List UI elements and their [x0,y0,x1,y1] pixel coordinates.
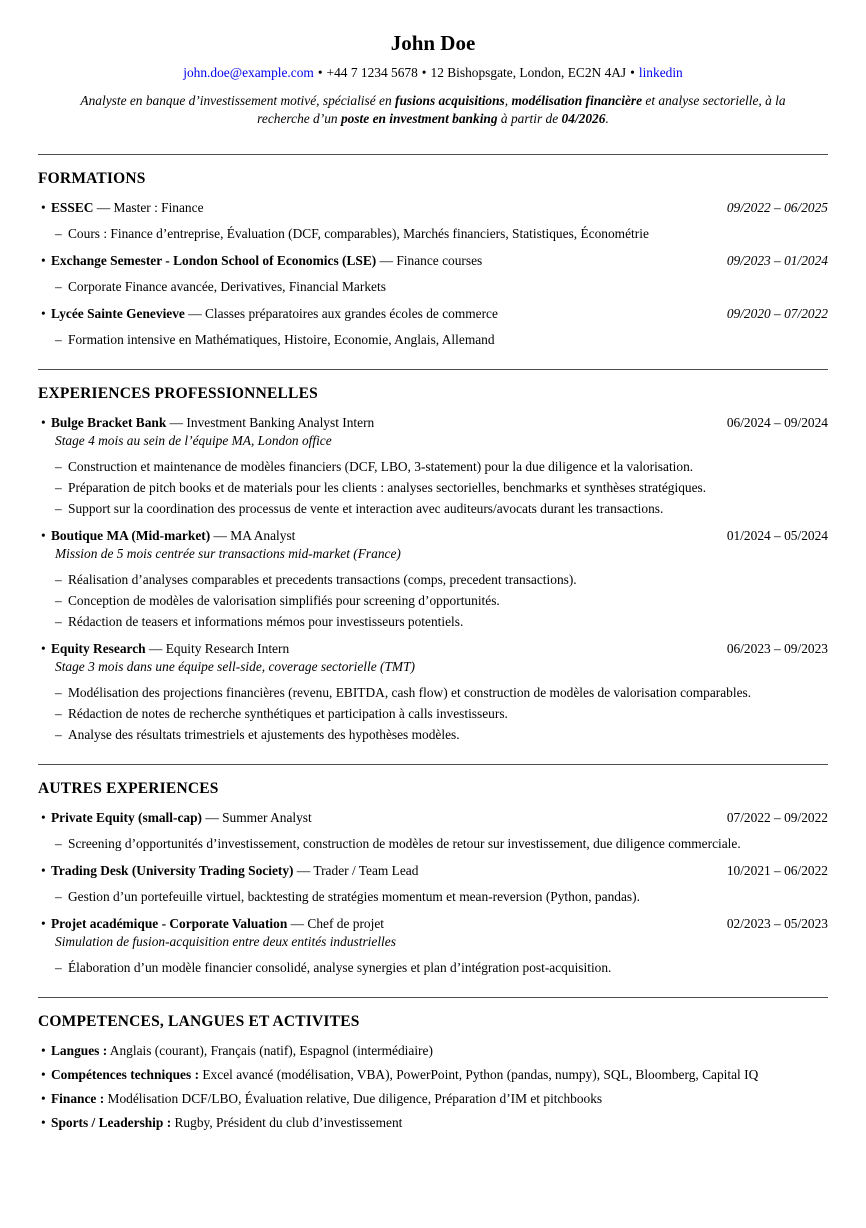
summary-segment: recherche d’un [257,110,341,126]
bullet-text: Rédaction de notes de recherche synthétiques et participation à calls investisseurs. [68,706,508,721]
bullet-icon: • [41,1067,46,1082]
entry-organization: Equity Research [51,641,146,656]
entry [38,306,828,347]
entry-organization: Private Equity (small-cap) [51,810,202,825]
entry-date: 09/2022 – 06/2025 [726,200,828,215]
bullet-text: Screening d’opportunités d’investissement, construction de modèles de retour sur investissement, due diligence commerciale. [68,836,741,851]
entry-date: 06/2023 – 09/2023 [726,641,828,656]
bullet-icon: • [41,1115,46,1130]
dash-icon: – [55,279,62,294]
entry-role: Trader / Team Lead [313,863,419,878]
dash-icon: – [55,836,62,851]
entry-dash-separator: — [202,810,223,825]
phone-text: +44 7 1234 5678 [326,65,418,80]
bullet-icon: • [41,863,46,878]
bullet-text: Corporate Finance avancée, Derivatives, Financial Markets [68,279,386,294]
dash-icon: – [55,593,62,608]
entry-dash-separator: — [145,641,166,656]
contact-separator: • [317,65,323,80]
bullet-icon: • [41,810,46,825]
entry-header [38,641,828,656]
bullet-item [55,279,828,294]
address-text: 12 Bishopsgate, London, EC2N 4AJ [430,65,627,80]
skills-list [38,1043,828,1130]
entry-subtitle: Simulation de fusion-acquisition entre deux entités industrielles [55,934,396,949]
entry-header [38,415,828,430]
entry-dash-separator: — [376,253,397,268]
dash-icon: – [55,727,62,742]
entry [38,863,828,904]
entry-dash-separator: — [184,306,205,321]
entry [38,641,828,742]
bullet-item [55,706,828,721]
skill-label: Langues : [51,1043,108,1058]
entry-dash-separator: — [166,415,187,430]
entry [38,200,828,241]
bullet-item [55,836,828,851]
entry-subtitle: Mission de 5 mois centrée sur transactions mid-market (France) [55,546,401,561]
bullet-text: Construction et maintenance de modèles financiers (DCF, LBO, 3-statement) pour la due diligence et la valorisation. [68,459,694,474]
skill-text: Excel avancé (modélisation, VBA), PowerPoint, Python (pandas, numpy), SQL, Bloomberg, Capital IQ [199,1067,759,1082]
skill-label: Compétences techniques : [51,1067,200,1082]
bullet-text: Support sur la coordination des processus de vente et interaction avec auditeurs/avocats durant les transactions. [68,501,664,516]
bullet-item [55,459,828,474]
entry-subtitle: Stage 3 mois dans une équipe sell-side, coverage sectorielle (TMT) [55,659,415,674]
entry-role: Classes préparatoires aux grandes écoles de commerce [204,306,498,321]
bullet-item [55,332,828,347]
entry-header [38,863,828,878]
entry-bullet-list [38,226,828,241]
contact-separator: • [421,65,427,80]
skill-item [38,1043,828,1058]
entry [38,415,828,516]
entry-heading-text [38,253,727,268]
entry-organization: Exchange Semester - London School of Economics (LSE) [51,253,377,268]
bullet-item [55,480,828,495]
summary-segment: à partir de [497,110,562,126]
entry-bullet-list [38,685,828,742]
skill-text: Modélisation DCF/LBO, Évaluation relative, Due diligence, Préparation d’IM et pitchbooks [104,1091,603,1106]
bullet-item [55,501,828,516]
section [38,764,828,975]
entry [38,810,828,851]
entry-bullet-list [38,332,828,347]
linkedin-link[interactable]: linkedin [638,65,683,80]
entry-date: 09/2023 – 01/2024 [726,253,828,268]
entry-bullet-list [38,960,828,975]
dash-icon: – [55,960,62,975]
entry-heading-text [38,528,727,543]
entry [38,528,828,629]
entry-organization: Projet académique - Corporate Valuation [51,916,288,931]
summary-segment: et analyse sectorielle, à la [642,93,786,108]
entry-date: 01/2024 – 05/2024 [726,528,828,543]
bullet-icon: • [41,528,46,543]
summary-segment: . [605,110,609,126]
entry-bullet-list [38,572,828,629]
dash-icon: – [55,480,62,495]
entry-date: 06/2024 – 09/2024 [726,415,828,430]
entry-header [38,810,828,825]
entry-header [38,200,828,215]
section [38,154,828,347]
entry-dash-separator: — [93,200,114,215]
entry-bullet-list [38,279,828,294]
bullet-icon: • [41,916,46,931]
entry-heading-text [38,916,727,931]
candidate-name: John Doe [390,31,476,55]
bullet-icon: • [41,641,46,656]
entry-heading-text [38,306,727,321]
bullet-text: Analyse des résultats trimestriels et ajustements des hypothèses modèles. [68,727,460,742]
entry-organization: Bulge Bracket Bank [51,415,167,430]
entry-heading-text [38,641,727,656]
summary-segment: Analyste en banque d’investissement motivé, spécialisé en [80,93,395,108]
dash-icon: – [55,501,62,516]
entry-header [38,528,828,543]
entry-date: 02/2023 – 05/2023 [726,916,828,931]
bullet-text: Rédaction de teasers et informations mémos pour investisseurs potentiels. [68,614,464,629]
contact-line [38,65,828,81]
skill-label: Finance : [51,1091,105,1106]
entry-heading-text [38,415,727,430]
skill-text: Anglais (courant), Français (natif), Espagnol (intermédiaire) [107,1043,433,1058]
entry-heading-text [38,200,727,215]
skill-item [38,1067,828,1082]
dash-icon: – [55,685,62,700]
entry [38,916,828,975]
dash-icon: – [55,459,62,474]
summary-bold-segment: 04/2026 [561,110,606,126]
entry-bullet-list [38,889,828,904]
entry-bullet-list [38,836,828,851]
entry-date: 09/2020 – 07/2022 [726,306,828,321]
entry-bullet-list [38,459,828,516]
bullet-item [55,727,828,742]
bullet-text: Formation intensive en Mathématiques, Histoire, Economie, Anglais, Allemand [68,332,495,347]
bullet-icon: • [41,200,46,215]
section-title: COMPETENCES, LANGUES ET ACTIVITES [38,1013,360,1030]
bullet-text: Modélisation des projections financières (revenu, EBITDA, cash flow) et construction de modèles de valorisation comparables. [68,685,752,700]
entry-role: Investment Banking Analyst Intern [186,415,375,430]
resume-header [38,30,828,127]
entry-header [38,253,828,268]
entry-organization: Boutique MA (Mid-market) [51,528,211,543]
summary-bold-segment: poste en investment banking [340,110,498,126]
entry-dash-separator: — [293,863,314,878]
entry-role: Equity Research Intern [165,641,290,656]
dash-icon: – [55,572,62,587]
dash-icon: – [55,226,62,241]
contact-separator: • [630,65,635,80]
entry-heading-text [38,810,727,825]
section-title: AUTRES EXPERIENCES [38,780,219,797]
summary-bold-segment: modélisation financière [511,93,643,108]
entry-organization: Lycée Sainte Genevieve [51,306,185,321]
bullet-icon: • [41,415,46,430]
bullet-text: Préparation de pitch books et de materials pour les clients : analyses sectorielles, benchmarks et synthèses stratégiques. [68,480,707,495]
skill-item [38,1115,828,1130]
entry-header [38,306,828,321]
dash-icon: – [55,614,62,629]
profile-summary [38,92,828,127]
dash-icon: – [55,332,62,347]
bullet-icon: • [41,306,46,321]
bullet-item [55,593,828,608]
entry-date: 07/2022 – 09/2022 [726,810,828,825]
bullet-icon: • [41,1091,46,1106]
entry-date: 10/2021 – 06/2022 [726,863,828,878]
bullet-text: Conception de modèles de valorisation simplifiés pour screening d’opportunités. [68,593,500,608]
section-title: EXPERIENCES PROFESSIONNELLES [38,385,318,402]
summary-line [38,92,828,110]
section [38,997,828,1130]
entry-role: MA Analyst [230,528,296,543]
section-title: FORMATIONS [38,170,146,187]
entry-header [38,916,828,931]
bullet-icon: • [41,1043,46,1058]
skill-text: Rugby, Président du club d’investissement [171,1115,403,1130]
dash-icon: – [55,889,62,904]
bullet-text: Cours : Finance d’entreprise, Évaluation (DCF, comparables), Marchés financiers, Statistiques, Économétrie [68,226,649,241]
entry-dash-separator: — [287,916,308,931]
bullet-item [55,960,828,975]
dash-icon: – [55,706,62,721]
skill-item [38,1091,828,1106]
entry-role: Finance courses [396,253,483,268]
entry-dash-separator: — [210,528,231,543]
bullet-item [55,226,828,241]
section [38,369,828,742]
email-link[interactable]: john.doe@example.com [183,65,314,80]
entry [38,253,828,294]
entry-role: Master : Finance [113,200,204,215]
skill-label: Sports / Leadership : [51,1115,172,1130]
resume-sections [38,154,828,1130]
bullet-icon: • [41,253,46,268]
entry-role: Chef de projet [307,916,384,931]
entry-organization: Trading Desk (University Trading Society) [51,863,294,878]
bullet-text: Élaboration d’un modèle financier consolidé, analyse synergies et plan d’intégration post-acquisition. [68,960,612,975]
bullet-item [55,889,828,904]
entry-heading-text [38,863,727,878]
entry-organization: ESSEC [51,200,94,215]
entry-role: Summer Analyst [222,810,312,825]
summary-line [38,110,828,128]
bullet-text: Réalisation d’analyses comparables et precedents transactions (comps, precedent transactions). [68,572,577,587]
entry-subtitle: Stage 4 mois au sein de l’équipe MA, London office [55,433,332,448]
bullet-item [55,685,828,700]
summary-segment: , [504,93,512,108]
bullet-item [55,572,828,587]
bullet-text: Gestion d’un portefeuille virtuel, backtesting de stratégies momentum et mean-reversion (Python, pandas). [68,889,640,904]
bullet-item [55,614,828,629]
summary-bold-segment: fusions acquisitions [395,93,505,108]
